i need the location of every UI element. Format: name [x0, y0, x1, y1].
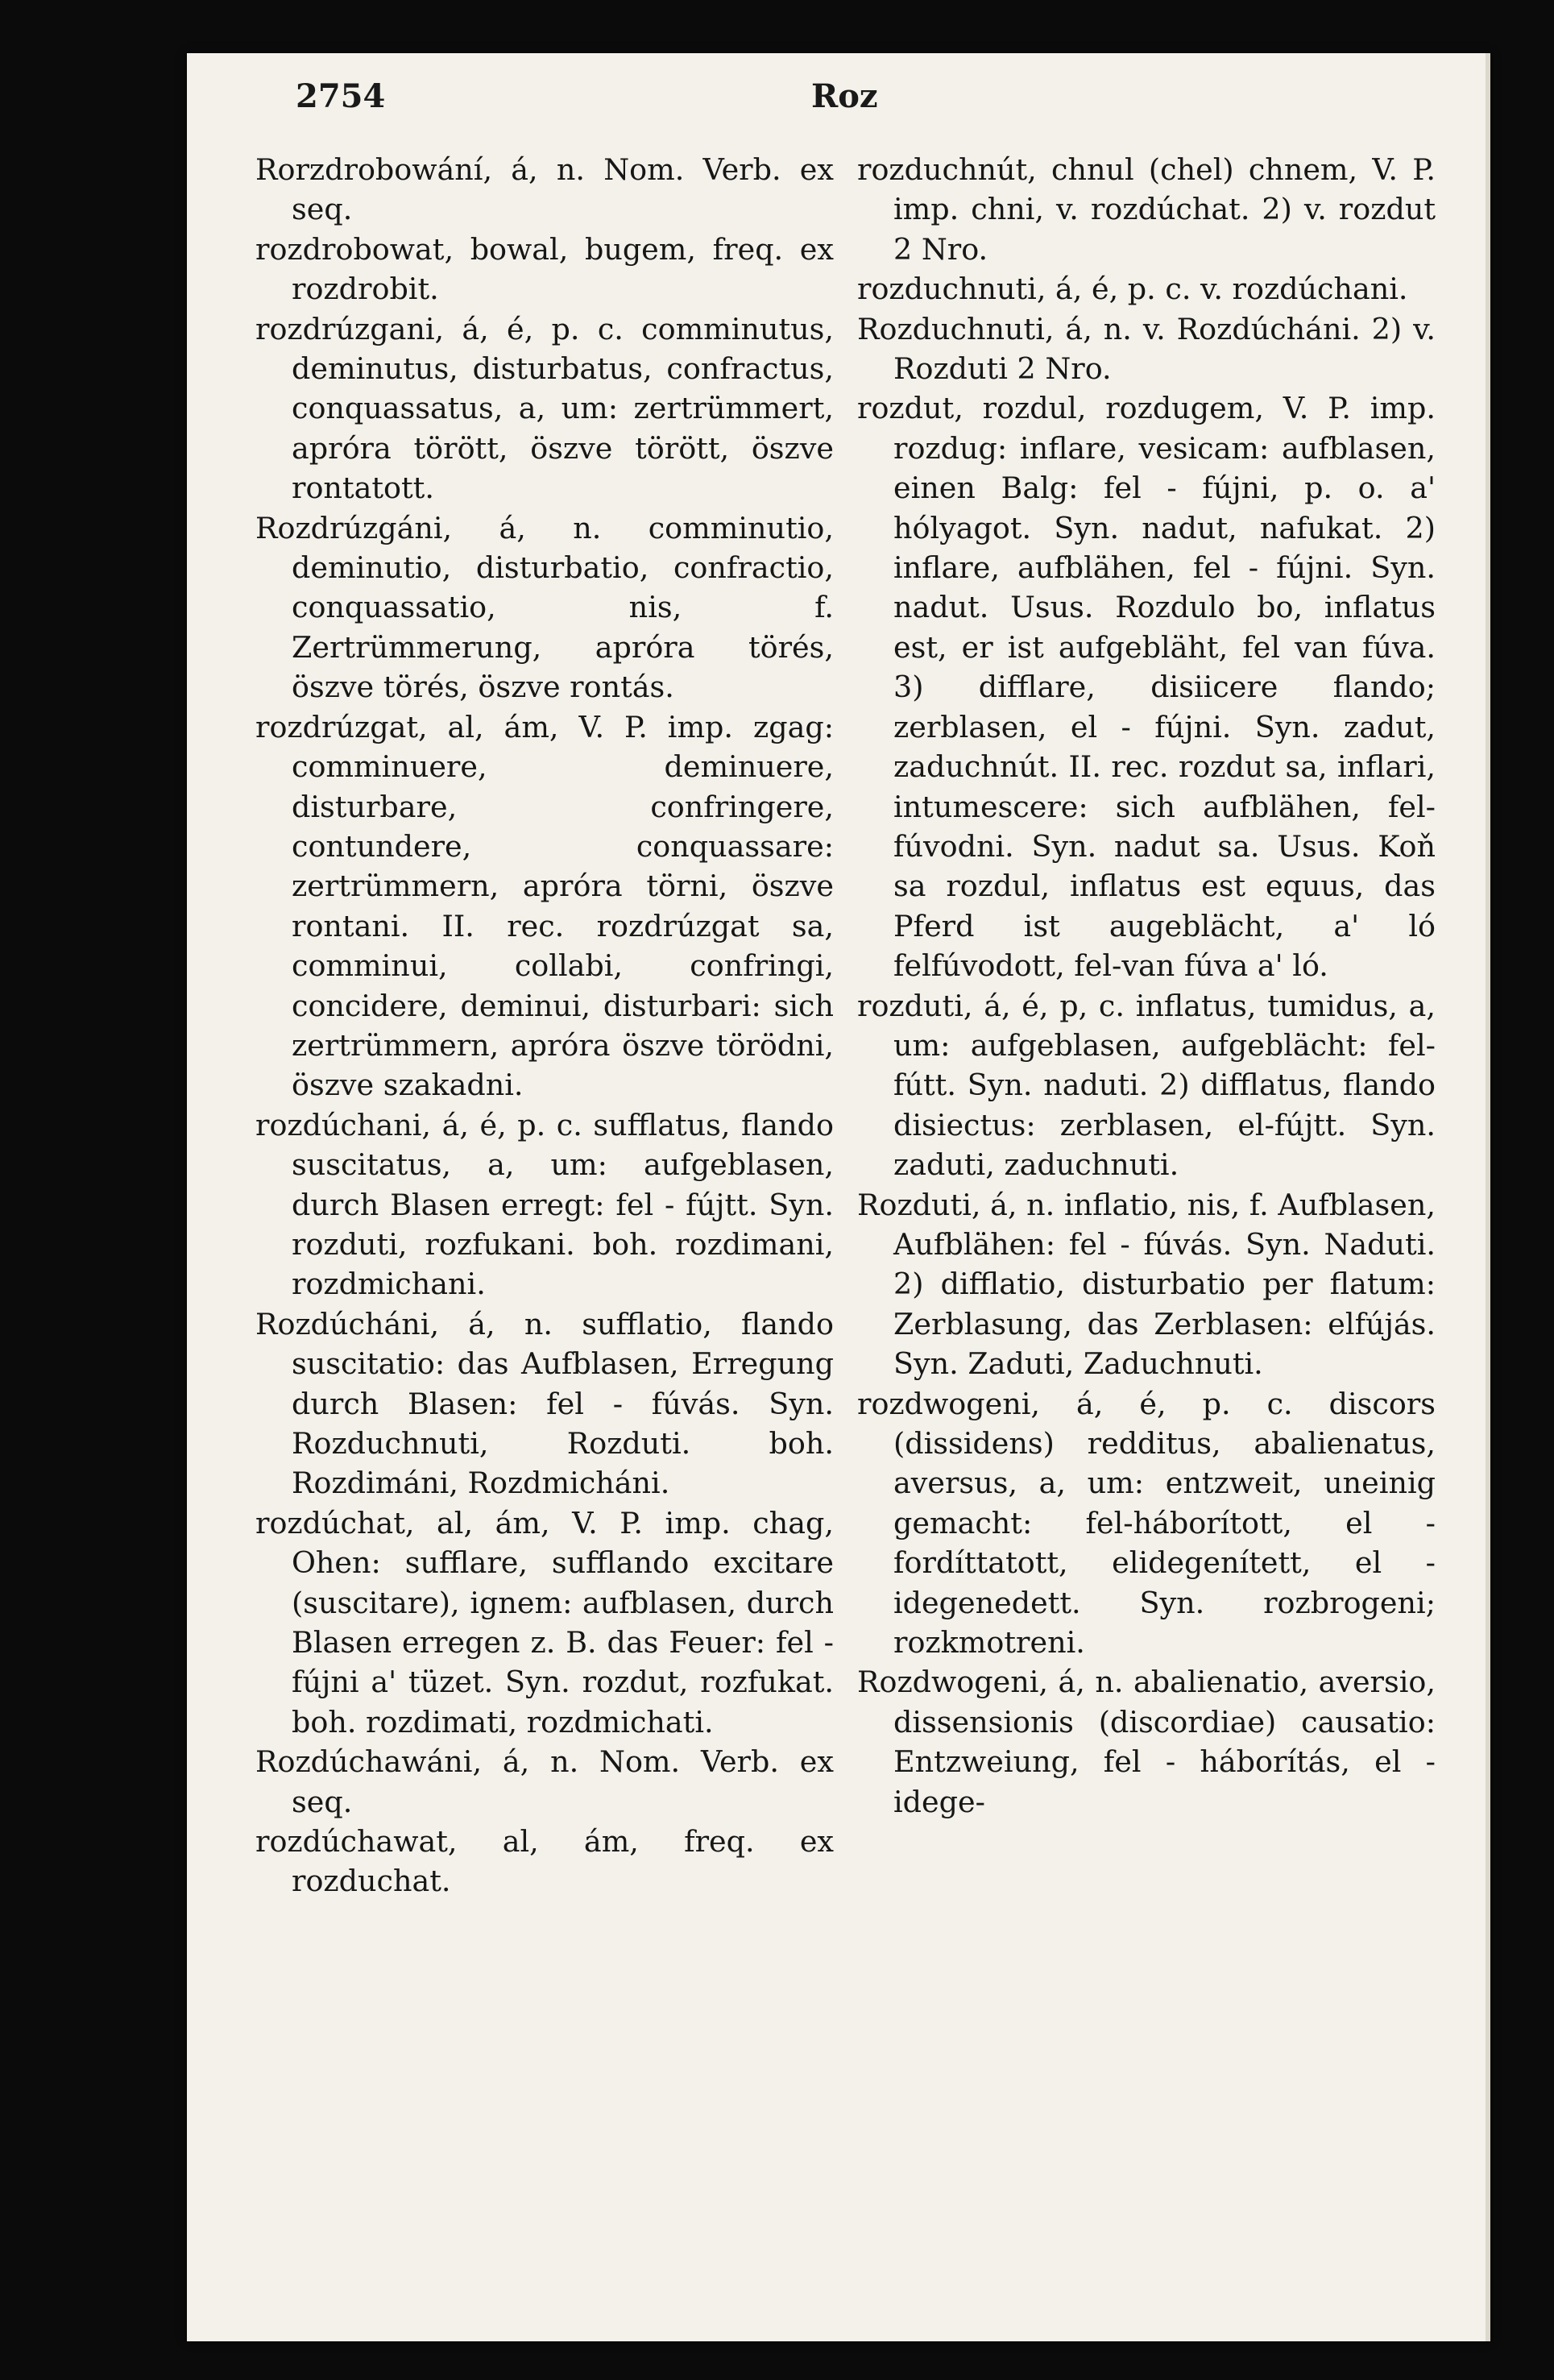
dictionary-entry: rozdúchawat, al, ám, freq. ex rozduchat. [255, 1824, 834, 1899]
dictionary-entry: Rorzdrobowání, á, n. Nom. Verb. ex seq. [255, 152, 834, 227]
dictionary-entry: rozduchnút, chnul (chel) chnem, V. P. imp. chni, v. rozdúchat. 2) v. rozdut 2 Nro. [857, 152, 1436, 267]
running-head: Roz [811, 77, 878, 115]
dictionary-entry: Rozdwogeni, á, n. abalienatio, aversio, dissensionis (discordiae) causatio: Entzweiung, fel - háborítás, el - idege- [857, 1665, 1436, 1819]
dictionary-entry: Rozdrúzgáni, á, n. comminutio, deminutio, disturbatio, confractio, conquassatio, nis, f. Zertrümmerung, apróra törés, öszve törés, öszve rontás. [255, 510, 834, 705]
dictionary-entry: Rozduchnuti, á, n. v. Rozdúcháni. 2) v. Rozduti 2 Nro. [857, 311, 1436, 387]
page-header [187, 53, 1486, 142]
dictionary-entry: rozduchnuti, á, é, p. c. v. rozdúchani. [857, 272, 1408, 307]
dictionary-page [187, 53, 1490, 2341]
dictionary-entry: rozdut, rozdul, rozdugem, V. P. imp. rozdug: inflare, vesicam: aufblasen, einen Balg: fel - fújni, p. o. a' hólyagot. Syn. nadut, nafukat. 2) inflare, aufblähen, fel - fújni. Syn. nadut. Usus. Rozdulo bo, inflatus est, er ist aufgebläht, fel van fúva. 3) difflare, disiicere flando; zerblasen, el - fújni. Syn. zadut, zaduchnút. II. rec. rozdut sa, inflari, intumescere: sich aufblähen, fel-fúvodni. Syn. nadut sa. Usus. Koň sa rozdul, inflatus est equus, das Pferd ist augeblächt, a' ló felfúvodott, fel-van fúva a' ló. [857, 391, 1436, 984]
dictionary-entry: rozduti, á, é, p, c. inflatus, tumidus, a, um: aufgeblasen, aufgeblächt: fel-fútt. Syn. naduti. 2) difflatus, flando disiectus: zerblasen, el-fújtt. Syn. zaduti, zaduchnuti. [857, 988, 1436, 1183]
dictionary-entry: Rozdúcháni, á, n. sufflatio, flando suscitatio: das Aufblasen, Erregung durch Blasen: fel - fúvás. Syn. Rozduchnuti, Rozduti. boh. Rozdimáni, Rozdmicháni. [255, 1306, 834, 1501]
page-number: 2754 [296, 77, 386, 115]
dictionary-entry: Rozdúchawáni, á, n. Nom. Verb. ex seq. [255, 1744, 834, 1819]
dictionary-entry: rozdrúzgat, al, ám, V. P. imp. zgag: comminuere, deminuere, disturbare, confringere, contundere, conquassare: zertrümmern, apróra törni, öszve rontani. II. rec. rozdrúzgat sa, comminui, collabi, confringi, concidere, deminui, disturbari: sich zertrümmern, apróra öszve törödni, öszve szakadni. [255, 709, 834, 1103]
right-column [857, 150, 1436, 1822]
dictionary-entry: rozdúchat, al, ám, V. P. imp. chag, Ohen: sufflare, sufflando excitare (suscitare), ignem: aufblasen, durch Blasen erregen z. B. das Feuer: fel - fújni a' tüzet. Syn. rozdut, rozfukat. boh. rozdimati, rozdmichati. [255, 1505, 834, 1739]
dictionary-entry: Rozduti, á, n. inflatio, nis, f. Aufblasen, Aufblähen: fel - fúvás. Syn. Naduti. 2) difflatio, disturbatio per flatum: Zerblasung, das Zerblasen: elfújás. Syn. Zaduti, Zaduchnuti. [857, 1187, 1436, 1382]
dictionary-entry: rozdrúzgani, á, é, p. c. comminutus, deminutus, disturbatus, confractus, conquassatus, a, um: zertrümmert, apróra törött, öszve törött, öszve rontatott. [255, 311, 834, 506]
dictionary-entry: rozdrobowat, bowal, bugem, freq. ex rozdrobit. [255, 231, 834, 307]
dictionary-entry: rozdwogeni, á, é, p. c. discors (dissidens) redditus, abalienatus, aversus, a, um: entzweit, uneinig gemacht: fel-háborított, el - fordíttatott, elidegenített, el - idegenedett. Syn. rozbrogeni; rozkmotreni. [857, 1386, 1436, 1661]
left-column [255, 150, 834, 1901]
dictionary-entry: rozdúchani, á, é, p. c. sufflatus, flando suscitatus, a, um: aufgeblasen, durch Blasen erregt: fel - fújtt. Syn. rozduti, rozfukani. boh. rozdimani, rozdmichani. [255, 1107, 834, 1302]
